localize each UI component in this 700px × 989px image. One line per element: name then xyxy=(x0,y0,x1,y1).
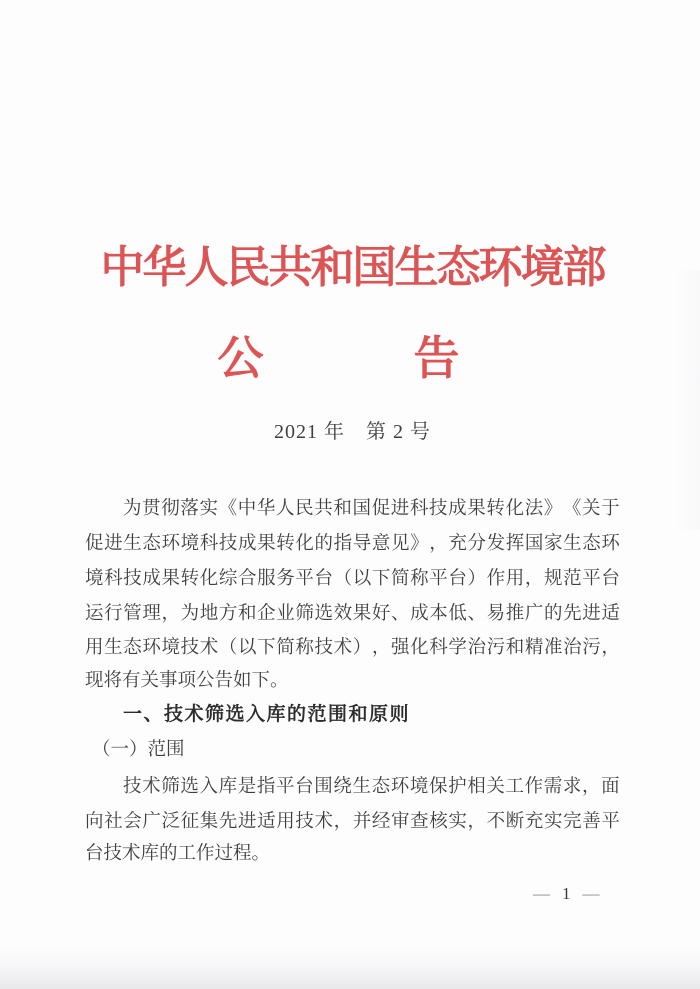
announcement-title xyxy=(71,333,606,384)
document-body xyxy=(85,490,620,872)
announcement-char-gao: 告 xyxy=(413,333,460,384)
scan-shadow-bottom xyxy=(0,947,700,989)
page-number-value: 1 xyxy=(562,884,571,903)
page-number-right-dash: — xyxy=(582,884,600,903)
ministry-title: 中华人民共和国生态环境部 xyxy=(100,243,605,292)
paragraph2-line1: 技 术 筛 选 入 库 是 指 平 台 围 绕 生 态 环 境 保 护 相 关 工 作 需 求 ， 面 xyxy=(123,777,620,798)
paragraph1-line2: 促 进 生 态 环 境 科 技 成 果 转 化 的 指 导 意 见 》 ， 充 分 发 挥 国 家 生 态 环 xyxy=(85,534,620,555)
paragraph1-line1: 为 贯 彻 落 实 《 中 华 人 民 共 和 国 促 进 科 技 成 果 转 化 法 》 《 关 于 xyxy=(123,499,620,520)
paragraph1-line4: 运 行 管 理 ， 为 地 方 和 企 业 筛 选 效 果 好 、 成 本 低 、 易 推 广 的 先 进 适 xyxy=(85,603,620,624)
subsection-heading: （一）范围 xyxy=(92,740,185,761)
section-heading: 一、技术筛选入库的范围和原则 xyxy=(123,704,411,726)
paragraph1-line5: 用 生 态 环 境 技 术 （ 以 下 简 称 技 术 ） ， 强 化 科 学 治 污 和 精 准 治 污 ， xyxy=(85,638,620,659)
paragraph2-line3: 台技术库的工作过程。 xyxy=(85,844,271,865)
page-number xyxy=(533,884,600,904)
paragraph1-line6: 现将有关事项公告如下。 xyxy=(85,670,289,691)
paragraph2-line2: 向 社 会 广 泛 征 集 先 进 适 用 技 术 ， 并 经 审 查 核 实 ， 不 断 充 实 完 善 平 xyxy=(85,811,620,832)
scan-shadow-right xyxy=(674,270,700,530)
paragraph1-line3: 境 科 技 成 果 转 化 综 合 服 务 平 台 （ 以 下 简 称 平 台 ） 作 用 ， 规 范 平 台 xyxy=(85,568,620,589)
page-number-left-dash: — xyxy=(533,884,550,903)
issue-number-line: 2021 年 第 2 号 xyxy=(274,421,431,443)
announcement-char-gong: 公 xyxy=(217,333,264,384)
